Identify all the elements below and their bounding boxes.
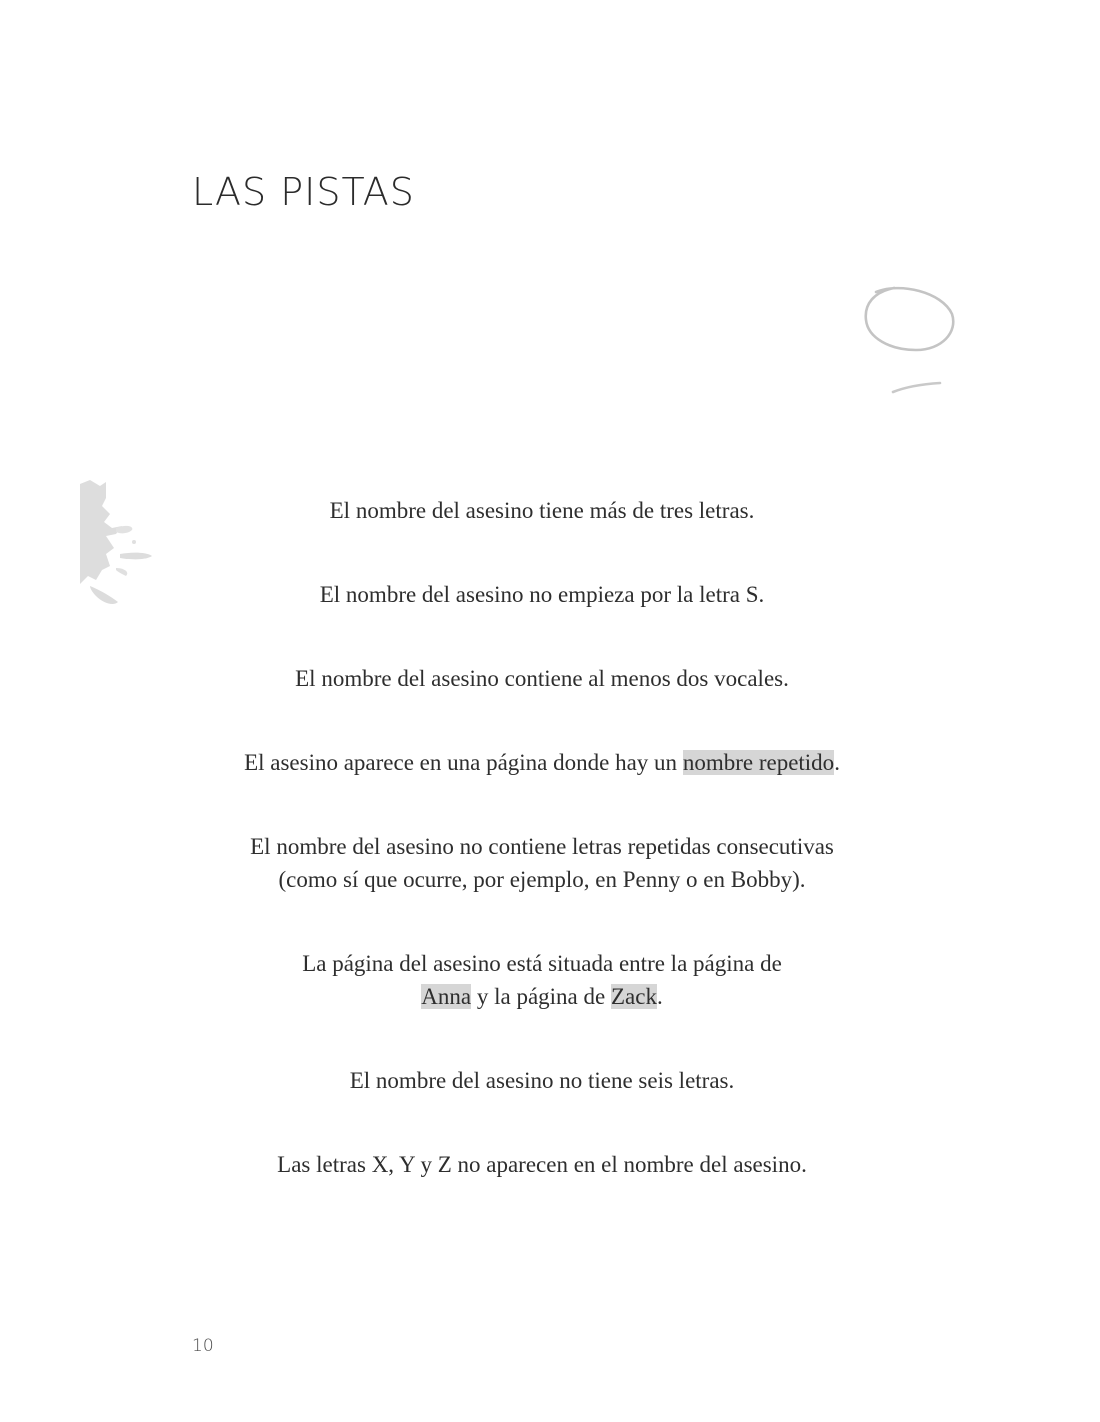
clue-list	[140, 494, 944, 1232]
highlight-zack: Zack	[610, 984, 657, 1009]
clue-5-line-1: El nombre del asesino no contiene letras repetidas consecutivas	[250, 834, 834, 859]
clue-6-middle: y la página de	[471, 984, 611, 1009]
clue-5	[140, 830, 944, 896]
highlight-nombre-repetido: nombre repetido	[682, 750, 835, 775]
highlight-anna: Anna	[421, 984, 472, 1009]
clue-2: El nombre del asesino no empieza por la letra S.	[319, 582, 765, 607]
clue-4-end: .	[834, 750, 840, 775]
clue-6-end: .	[656, 984, 663, 1009]
page-number: 10	[192, 1336, 214, 1356]
clue-6-line-1: La página del asesino está situada entre la página de	[302, 951, 782, 976]
page-title: LAS PISTAS	[192, 170, 415, 214]
clue-6	[140, 947, 944, 1013]
clue-4-text: El asesino aparece en una página donde hay un	[244, 750, 683, 775]
clue-4	[140, 746, 944, 779]
clue-1: El nombre del asesino tiene más de tres letras.	[329, 498, 755, 523]
pencil-scribble-decoration	[860, 280, 960, 400]
clue-5-line-2: (como sí que ocurre, por ejemplo, en Penny o en Bobby).	[278, 867, 806, 892]
clue-3: El nombre del asesino contiene al menos dos vocales.	[295, 666, 789, 691]
clue-7: El nombre del asesino no tiene seis letras.	[349, 1068, 735, 1093]
clue-8: Las letras X, Y y Z no aparecen en el nombre del asesino.	[277, 1152, 807, 1177]
